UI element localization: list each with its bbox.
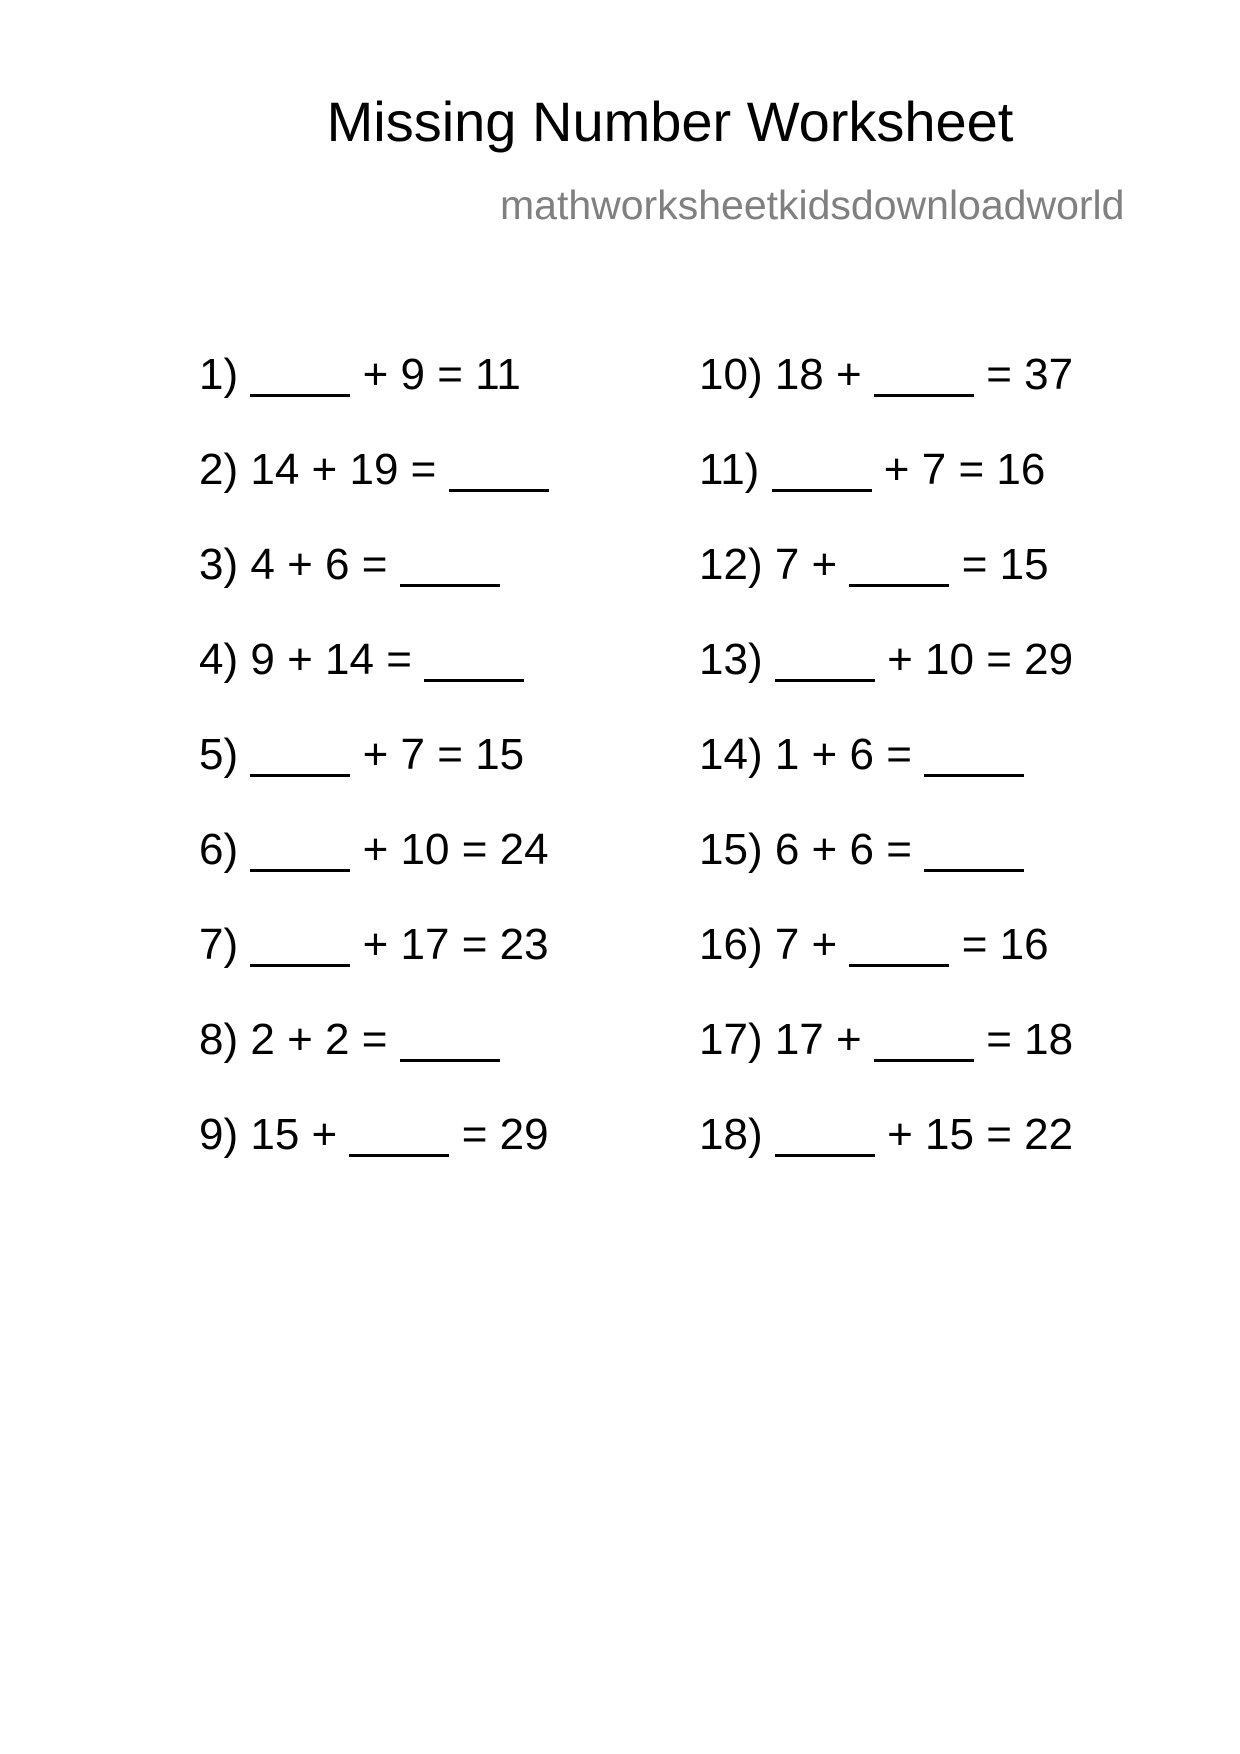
answer-blank[interactable] (400, 1019, 500, 1062)
problem-row (699, 635, 1073, 730)
operand: 37 (1024, 350, 1074, 399)
equals-sign: = (461, 1110, 488, 1159)
problem-number: 13) (699, 635, 763, 684)
problem-number: 7) (199, 920, 239, 969)
answer-blank[interactable] (775, 639, 875, 682)
operand: 19 (349, 445, 399, 494)
problem-row (699, 445, 1073, 540)
equals-sign: = (410, 445, 437, 494)
problem-row (199, 635, 549, 730)
operator: + (311, 1110, 338, 1159)
equals-sign: = (986, 1110, 1012, 1159)
operand: 9 (250, 635, 275, 684)
operand: 29 (1024, 635, 1074, 684)
operand: 1 (774, 730, 800, 779)
operand: 15 (925, 1110, 974, 1159)
problem-column-right (699, 350, 1073, 1205)
equals-sign: = (986, 635, 1012, 684)
answer-blank[interactable] (772, 449, 872, 492)
problem-number: 12) (699, 540, 763, 589)
operator: + (887, 635, 913, 684)
operand: 6 (325, 540, 350, 589)
problem-number: 10) (699, 350, 763, 399)
operand: 10 (400, 825, 450, 874)
operand: 2 (250, 1015, 275, 1064)
operand: 2 (325, 1015, 350, 1064)
operator: + (287, 1015, 313, 1064)
operand: 18 (774, 350, 824, 399)
operand: 10 (925, 635, 974, 684)
problem-row (199, 920, 549, 1015)
worksheet-subtitle: mathworksheetkidsdownloadworld (500, 182, 1125, 228)
operand: 7 (921, 445, 947, 494)
equals-sign: = (886, 825, 912, 874)
answer-blank[interactable] (849, 924, 949, 967)
operator: + (836, 350, 862, 399)
answer-blank[interactable] (775, 1114, 875, 1157)
equals-sign: = (386, 635, 412, 684)
equals-sign: = (961, 920, 988, 969)
operand: 14 (325, 635, 374, 684)
worksheet-title: Missing Number Worksheet (326, 90, 1014, 153)
answer-blank[interactable] (924, 829, 1024, 872)
problem-number: 18) (699, 1110, 763, 1159)
equals-sign: = (886, 730, 912, 779)
operator: + (362, 825, 389, 874)
problem-row (199, 1110, 549, 1205)
operator: + (811, 920, 838, 969)
problem-row (199, 1015, 549, 1110)
problem-row (199, 445, 549, 540)
operand: 18 (1024, 1015, 1074, 1064)
answer-blank[interactable] (924, 734, 1024, 777)
operand: 11 (475, 350, 521, 399)
answer-blank[interactable] (874, 354, 974, 397)
answer-blank[interactable] (250, 924, 350, 967)
problem-row (199, 825, 549, 920)
operator: + (311, 445, 338, 494)
equals-sign: = (461, 920, 488, 969)
operand: 6 (849, 730, 874, 779)
operand: 15 (475, 730, 525, 779)
problem-row (199, 730, 549, 825)
answer-blank[interactable] (349, 1114, 449, 1157)
operand: 6 (849, 825, 874, 874)
operand: 15 (250, 1110, 300, 1159)
answer-blank[interactable] (449, 449, 549, 492)
problem-row (699, 1015, 1073, 1110)
problem-row (699, 1110, 1073, 1205)
operand: 9 (400, 350, 426, 399)
operator: + (362, 920, 389, 969)
operator: + (883, 445, 910, 494)
equals-sign: = (986, 350, 1012, 399)
operand: 16 (996, 445, 1046, 494)
operand: 7 (774, 920, 800, 969)
answer-blank[interactable] (849, 544, 949, 587)
operator: + (887, 1110, 913, 1159)
equals-sign: = (961, 540, 988, 589)
operator: + (811, 730, 838, 779)
equals-sign: = (437, 730, 463, 779)
problem-number: 8) (199, 1015, 239, 1064)
operator: + (811, 540, 838, 589)
operand: 29 (499, 1110, 549, 1159)
answer-blank[interactable] (874, 1019, 974, 1062)
equals-sign: = (437, 350, 463, 399)
operator: + (811, 825, 838, 874)
operand: 24 (499, 825, 549, 874)
operand: 17 (774, 1015, 824, 1064)
problem-number: 17) (699, 1015, 763, 1064)
problem-row (699, 350, 1073, 445)
operand: 23 (499, 920, 549, 969)
answer-blank[interactable] (400, 544, 500, 587)
answer-blank[interactable] (250, 734, 350, 777)
equals-sign: = (958, 445, 985, 494)
problem-number: 3) (199, 540, 239, 589)
operand: 15 (999, 540, 1049, 589)
answer-blank[interactable] (250, 354, 350, 397)
problem-number: 9) (199, 1110, 239, 1159)
operator: + (287, 635, 313, 684)
operand: 4 (250, 540, 275, 589)
equals-sign: = (986, 1015, 1012, 1064)
operand: 7 (774, 540, 800, 589)
problem-number: 14) (699, 730, 763, 779)
problem-row (699, 540, 1073, 635)
problem-number: 11) (699, 445, 760, 494)
problem-number: 16) (699, 920, 763, 969)
answer-blank[interactable] (250, 829, 350, 872)
operand: 16 (999, 920, 1049, 969)
problem-column-left (199, 350, 549, 1205)
problem-number: 5) (199, 730, 239, 779)
equals-sign: = (461, 825, 488, 874)
problem-number: 2) (199, 445, 239, 494)
problem-row (699, 825, 1073, 920)
problem-number: 4) (199, 635, 239, 684)
equals-sign: = (361, 1015, 388, 1064)
operand: 6 (774, 825, 800, 874)
problem-row (199, 350, 549, 445)
problem-row (699, 920, 1073, 1015)
operator: + (287, 540, 313, 589)
operand: 14 (250, 445, 300, 494)
problem-number: 15) (699, 825, 763, 874)
problem-number: 6) (199, 825, 239, 874)
operand: 22 (1024, 1110, 1074, 1159)
answer-blank[interactable] (424, 639, 524, 682)
problem-row (199, 540, 549, 635)
operator: + (362, 350, 389, 399)
problem-number: 1) (199, 350, 239, 399)
equals-sign: = (361, 540, 388, 589)
operator: + (836, 1015, 862, 1064)
operator: + (362, 730, 389, 779)
operand: 7 (400, 730, 426, 779)
problem-row (699, 730, 1073, 825)
operand: 17 (400, 920, 450, 969)
